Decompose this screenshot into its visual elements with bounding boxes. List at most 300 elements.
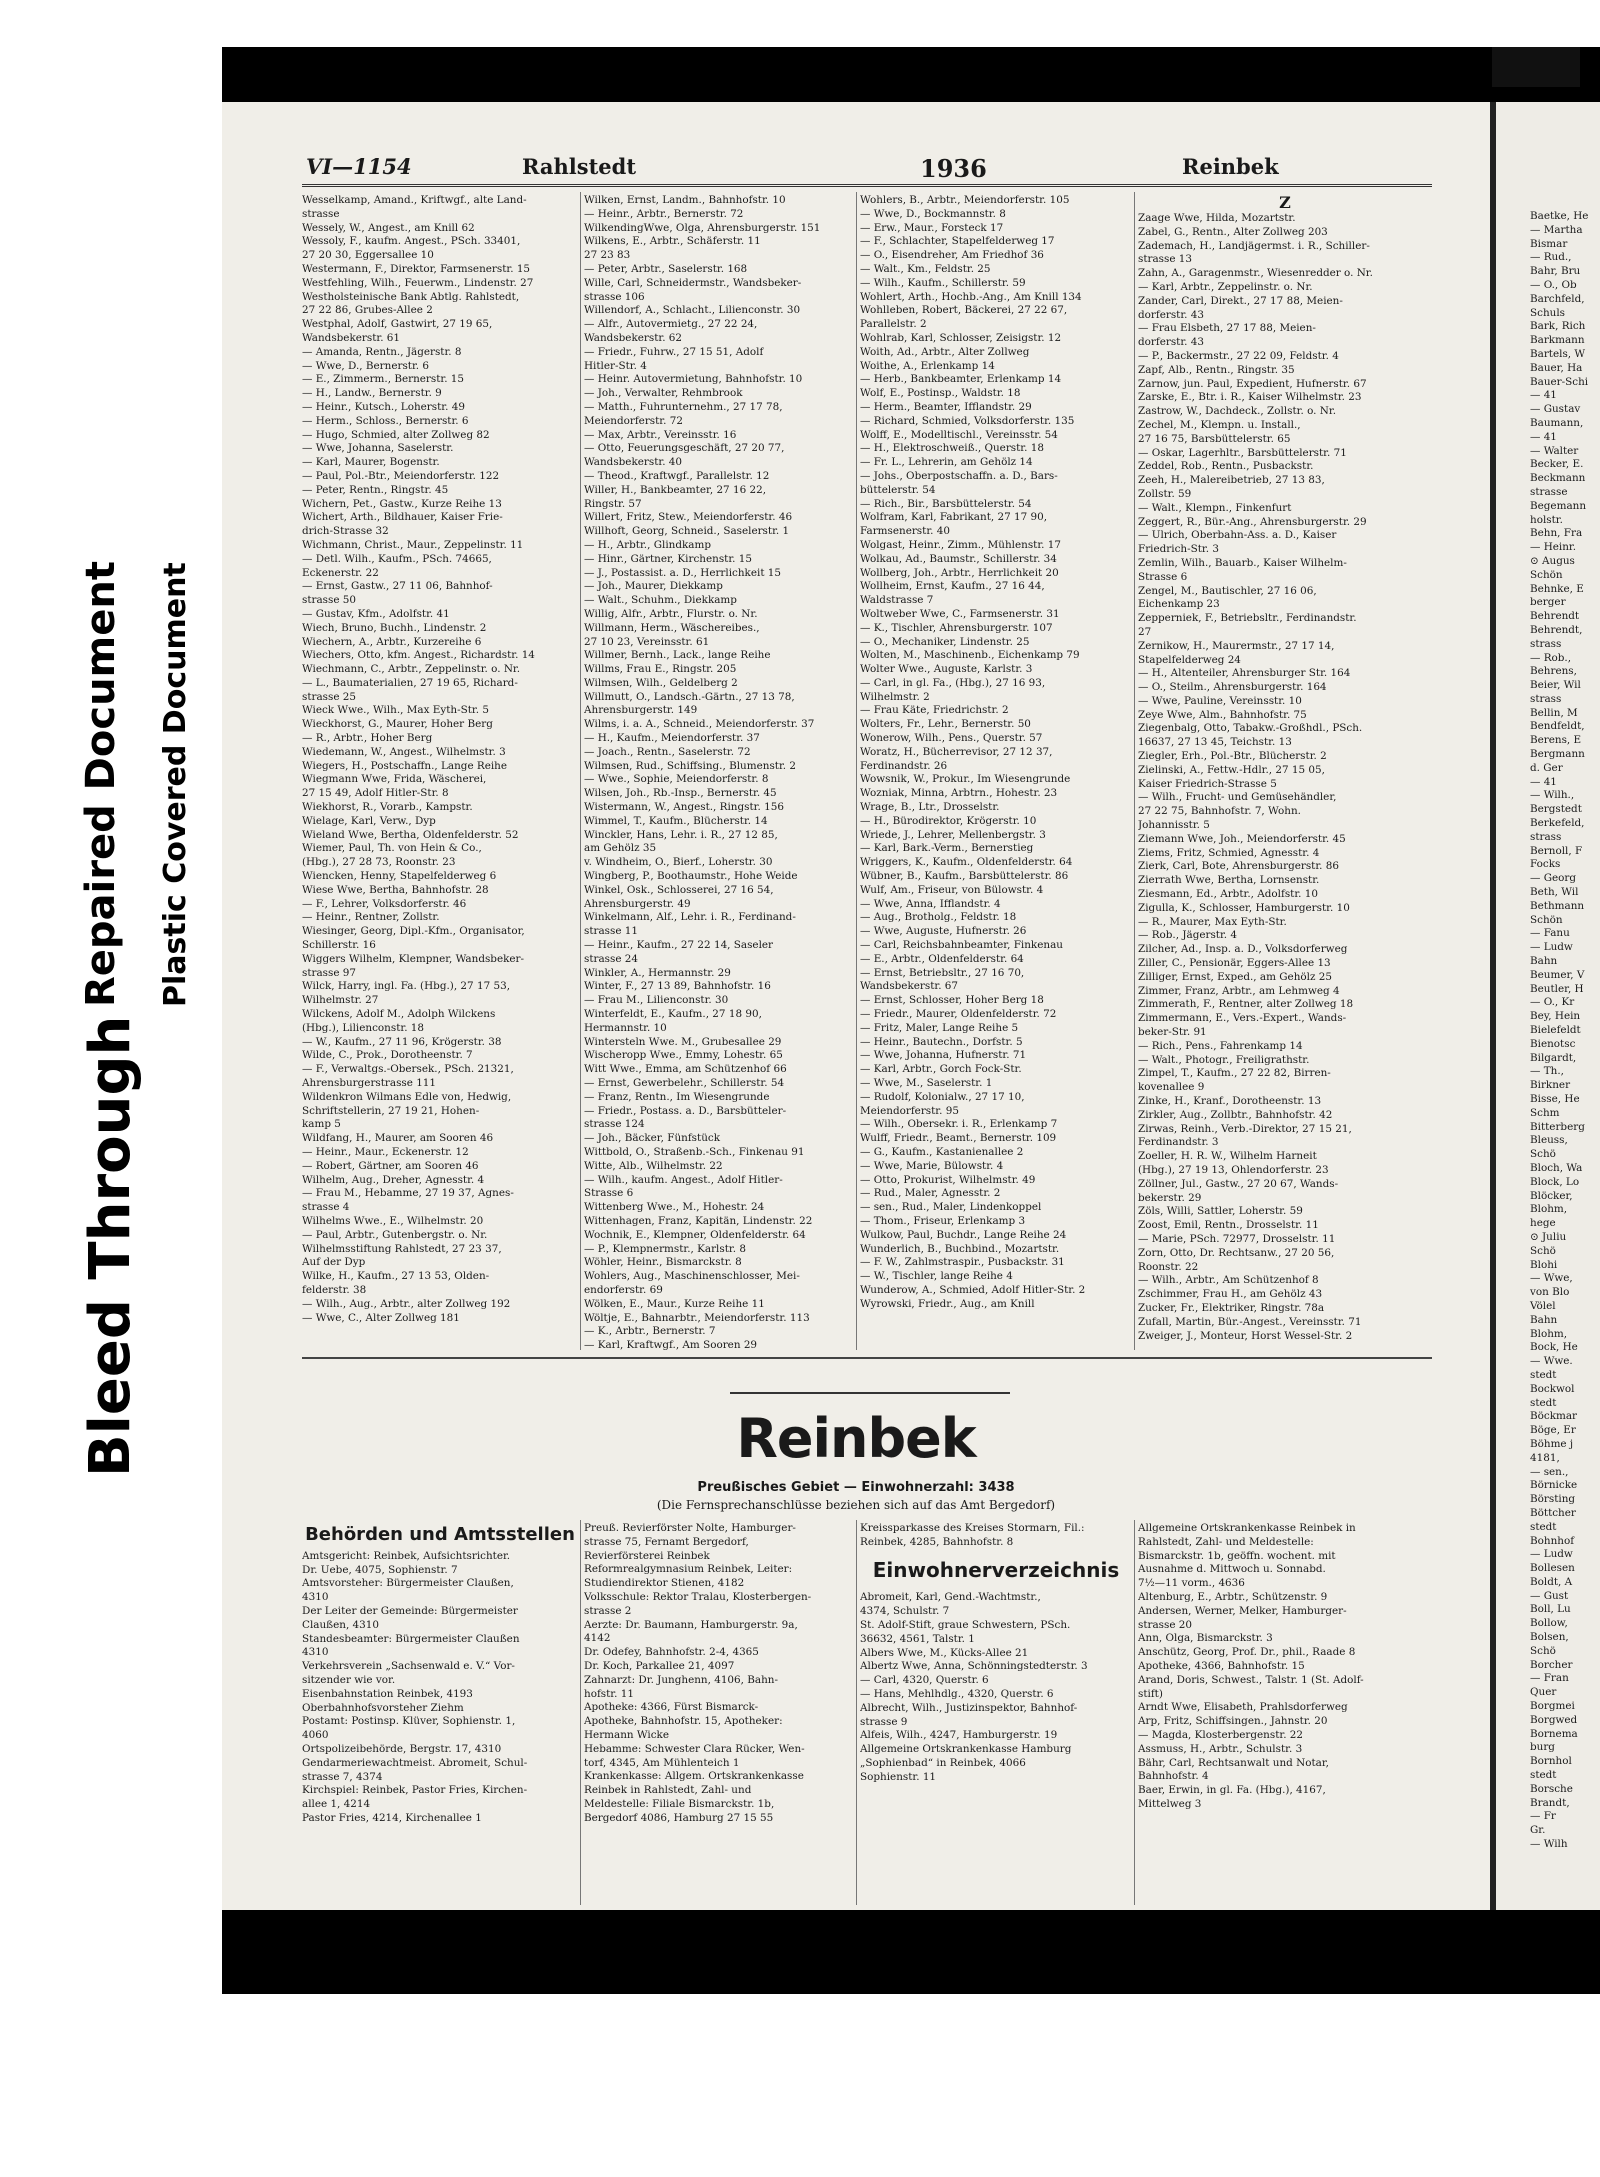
entry-line: berger <box>1530 596 1566 609</box>
entry-line: Wilken, Ernst, Landm., Bahnhofstr. 10 <box>584 194 786 206</box>
entry-line: Zimmermann, E., Vers.-Expert., Wands- <box>1138 1012 1347 1025</box>
entry-line: Zierk, Carl, Bote, Ahrensburgerstr. 86 <box>1138 860 1339 873</box>
entry-line: Verkehrsverein „Sachsenwald e. V.“ Vor- <box>302 1660 515 1673</box>
entry-line: Berens, E <box>1530 734 1582 747</box>
entry-line: Woithe, A., Erlenkamp 14 <box>860 359 995 372</box>
entry-line: 27 15 49, Adolf Hitler-Str. 8 <box>302 787 449 800</box>
entry-line: — Oskar, Lagerhltr., Barsbüttelerstr. 71 <box>1138 446 1347 459</box>
entry-line: Böckmar <box>1530 1410 1578 1423</box>
entry-line: Stapelfelderweg 24 <box>1138 653 1241 666</box>
entry-line: Zucker, Fr., Elektriker, Ringstr. 78a <box>1138 1301 1325 1314</box>
entry-line: Zaage Wwe, Hilda, Mozartstr. <box>1138 212 1296 224</box>
letter-heading: Z <box>1279 194 1291 212</box>
entry-line: strasse 124 <box>584 1118 645 1131</box>
entry-line: Wilkens, E., Arbtr., Schäferstr. 11 <box>584 235 761 248</box>
title-rule <box>730 1392 1010 1394</box>
directory-column-4 <box>1138 194 1432 1354</box>
entry-line: Boldt, A <box>1530 1575 1573 1588</box>
entry-line: (Hbg.), 27 19 13, Ohlendorferstr. 23 <box>1138 1163 1329 1176</box>
entry-line: Brandt, <box>1530 1796 1570 1809</box>
entry-line: strasse 2 <box>584 1604 632 1617</box>
entry-line: Wohlers, B., Arbtr., Meiendorferstr. 105 <box>860 194 1070 206</box>
entry-line: Wingberg, P., Boothaumstr., Hohe Weide <box>584 870 798 883</box>
entry-line: „Sophienbad“ in Reinbek, 4066 <box>860 1756 1026 1769</box>
entry-line: — O., Kr <box>1530 996 1575 1009</box>
entry-line: Bahnhofstr. 4 <box>1138 1770 1209 1783</box>
entry-line: Meiendorferstr. 72 <box>584 414 683 427</box>
entry-line: Wunderlich, B., Buchbind., Mozartstr. <box>860 1242 1060 1255</box>
entry-line: beker-Str. 91 <box>1138 1026 1207 1039</box>
entry-line: — Paul, Arbtr., Gutenbergstr. o. Nr. <box>302 1228 488 1241</box>
entry-line: Bendfeldt, <box>1530 720 1585 733</box>
entry-line: Schö <box>1530 1148 1556 1161</box>
entry-line: Bienotsc <box>1530 1037 1576 1050</box>
entry-line: — Matth., Fuhrunternehm., 27 17 78, <box>584 400 783 413</box>
entry-line: Birkner <box>1530 1079 1571 1092</box>
entry-line: — Gustav <box>1530 403 1581 416</box>
entry-line: Bergedorf 4086, Hamburg 27 15 55 <box>584 1811 774 1824</box>
entry-line: Wiedemann, W., Angest., Wilhelmstr. 3 <box>302 745 506 758</box>
entry-line: Zinke, H., Kranf., Dorotheenstr. 13 <box>1138 1095 1322 1107</box>
entry-line: dorferstr. 43 <box>1138 308 1204 321</box>
entry-line: Wichern, Pet., Gastw., Kurze Reihe 13 <box>302 497 502 510</box>
authorities-column-2 <box>584 1522 854 1907</box>
entry-line: Krankenkasse: Allgem. Ortskrankenkasse <box>584 1770 804 1783</box>
entry-line: dorferstr. 43 <box>1138 336 1204 349</box>
entry-line: — Wwe, D., Bernerstr. 6 <box>302 359 429 372</box>
entry-line: — Alfr., Autovermietg., 27 22 24, <box>584 318 758 331</box>
entry-line: WilkendingWwe, Olga, Ahrensburgerstr. 151 <box>584 221 821 234</box>
entry-line: Zimmerath, F., Rentner, alter Zollweg 18 <box>1138 998 1354 1011</box>
entry-line: büttelerstr. 54 <box>860 483 936 496</box>
entry-line: — Franz, Rentn., Im Wiesengrunde <box>584 1090 770 1103</box>
entry-line: Wohlrab, Karl, Schlosser, Zeisigstr. 12 <box>860 331 1062 344</box>
directory-page <box>222 102 1490 1910</box>
entry-line: Wolff, E., Modelltischl., Vereinsstr. 54 <box>860 428 1058 441</box>
entry-line: Andersen, Werner, Melker, Hamburger- <box>1138 1604 1347 1617</box>
entry-line: strasse 4 <box>302 1201 350 1214</box>
entry-line: Wilmsen, Rud., Schiffsing., Blumenstr. 2 <box>584 759 796 772</box>
entry-line: Westphal, Adolf, Gastwirt, 27 19 65, <box>302 318 493 331</box>
entry-line: von Blo <box>1530 1286 1570 1299</box>
entry-line: (Hbg.), 27 28 73, Roonstr. 23 <box>302 856 456 869</box>
entry-line: strasse 9 <box>860 1715 908 1728</box>
entry-line: Ziesmann, Ed., Arbtr., Adolfstr. 10 <box>1138 888 1318 901</box>
entry-line: Wilke, H., Kaufm., 27 13 53, Olden- <box>302 1270 490 1283</box>
entry-line: Hermann Wicke <box>584 1728 669 1741</box>
entry-line: — Wwe, Anna, Ifflandstr. 4 <box>860 897 1001 910</box>
entry-line: Zeeh, H., Malereibetrieb, 27 13 83, <box>1138 474 1325 487</box>
entry-line: Bark, Rich <box>1530 320 1586 333</box>
entry-line: Wilms, i. a. A., Schneid., Meiendorferstr. 37 <box>584 718 815 731</box>
entry-line: Wochnik, E., Klempner, Oldenfelderstr. 64 <box>584 1228 806 1241</box>
entry-line: — Fritz, Maler, Lange Reihe 5 <box>860 1021 1019 1034</box>
entry-line: — Carl, in gl. Fa., (Hbg.), 27 16 93, <box>860 676 1046 689</box>
entry-line: stedt <box>1530 1520 1557 1533</box>
entry-line: Ziemann Wwe, Joh., Meiendorferstr. 45 <box>1138 832 1346 845</box>
entry-line: Wulf, Am., Friseur, von Bülowstr. 4 <box>860 883 1044 896</box>
entry-line: Zufall, Martin, Bür.-Angest., Vereinsstr. 71 <box>1138 1315 1362 1328</box>
entry-line: strass <box>1530 692 1562 705</box>
entry-line: Wonerow, Wilh., Pens., Querstr. 57 <box>860 732 1043 745</box>
entry-line: Bellin, M <box>1530 706 1578 719</box>
entry-line: 4181, <box>1530 1451 1560 1464</box>
entry-line: Begemann <box>1530 499 1587 512</box>
entry-line: Gr. <box>1530 1824 1546 1837</box>
running-head-right: Reinbek <box>1182 154 1279 179</box>
entry-line: Bornema <box>1530 1727 1578 1740</box>
entry-line: — Karl, Maurer, Bogenstr. <box>302 456 440 469</box>
entry-line: hege <box>1530 1217 1556 1230</box>
entry-line: Zöls, Willi, Sattler, Loherstr. 59 <box>1138 1205 1303 1218</box>
entry-line: Schö <box>1530 1244 1556 1257</box>
entry-line: Zschimmer, Frau H., am Gehölz 43 <box>1138 1288 1323 1301</box>
entry-line: Wiemer, Paul, Th. von Hein & Co., <box>302 842 482 855</box>
entry-line: 4142 <box>584 1632 611 1645</box>
entry-line: Standesbeamter: Bürgermeister Claußen <box>302 1632 520 1645</box>
entry-line: Willmann, Herm., Wäschereibes., <box>584 621 760 634</box>
entry-line: — Gust <box>1530 1589 1569 1602</box>
entry-line: Bismar <box>1530 237 1568 250</box>
entry-line: Wilmsen, Wilh., Geldelberg 2 <box>584 676 738 689</box>
entry-line: Bohnhof <box>1530 1534 1575 1547</box>
entry-line: — Wwe, Johanna, Hufnerstr. 71 <box>860 1049 1027 1062</box>
entry-line: St. Adolf-Stift, graue Schwestern, PSch. <box>860 1618 1071 1631</box>
entry-line: Wiencken, Henny, Stapelfelderweg 6 <box>302 870 497 883</box>
entry-line: Wollheim, Ernst, Kaufm., 27 16 44, <box>860 580 1045 593</box>
entry-line: Zengel, M., Bautischler, 27 16 06, <box>1138 584 1317 597</box>
page-number: VI—1154 <box>306 154 412 179</box>
entry-line: Wolten, M., Maschinenb., Eichenkamp 79 <box>860 649 1080 662</box>
entry-line: Mittelweg 3 <box>1138 1797 1202 1810</box>
entry-line: Bethmann <box>1530 899 1585 912</box>
entry-line: Allgemeine Ortskrankenkasse Reinbek in <box>1138 1522 1356 1534</box>
entry-line: — K., Arbtr., Bernerstr. 7 <box>584 1325 716 1338</box>
entry-line: — O., Mechaniker, Lindenstr. 25 <box>860 635 1030 648</box>
entry-line: — Hans, Mehlhdlg., 4320, Querstr. 6 <box>860 1687 1054 1700</box>
entry-line: — Fran <box>1530 1672 1569 1685</box>
entry-line: — Heinr., Rentner, Zollstr. <box>302 911 440 924</box>
entry-line: Wilde, C., Prok., Dorotheenstr. 7 <box>302 1049 473 1062</box>
column-rule <box>1134 1520 1135 1905</box>
column-rule <box>580 1520 581 1905</box>
entry-line: Böhme j <box>1530 1437 1574 1450</box>
entry-line: Beth, Wil <box>1530 886 1579 899</box>
entry-line: Wesselkamp, Amand., Kriftwgf., alte Land- <box>302 194 527 206</box>
entry-line: — Friedr., Fuhrw., 27 15 51, Adolf <box>584 345 764 358</box>
entry-line: Wichert, Arth., Bildhauer, Kaiser Frie- <box>302 511 503 524</box>
entry-line: 27 10 23, Vereinsstr. 61 <box>584 635 710 648</box>
entry-line: — W., Tischler, lange Reihe 4 <box>860 1270 1013 1283</box>
entry-line: strasse <box>302 207 340 220</box>
entry-line: Wittenberg Wwe., M., Hohestr. 24 <box>584 1201 765 1214</box>
entry-line: Wilckens, Adolf M., Adolph Wilckens <box>302 1008 496 1021</box>
entry-line: Wolgast, Heinr., Zimm., Mühlenstr. 17 <box>860 538 1061 551</box>
entry-line: Ziems, Fritz, Schmied, Agnesstr. 4 <box>1138 846 1320 859</box>
left-margin <box>0 47 222 1994</box>
entry-line: ⊙ Juliu <box>1530 1230 1567 1243</box>
entry-line: — Heinr., Bautechn., Dorfstr. 5 <box>860 1035 1023 1048</box>
entry-line: — Aug., Brotholg., Feldstr. 18 <box>860 911 1017 924</box>
entry-line: Zilliger, Ernst, Exped., am Gehölz 25 <box>1138 970 1332 983</box>
entry-line: — Rob., Jägerstr. 4 <box>1138 929 1238 942</box>
entry-line: Zahnarzt: Dr. Junghenn, 4106, Bahn- <box>584 1673 778 1686</box>
entry-line: Beutler, H <box>1530 982 1584 995</box>
entry-line: Bisse, He <box>1530 1093 1580 1105</box>
entry-line: Winter, F., 27 13 89, Bahnhofstr. 16 <box>584 980 771 993</box>
entry-line: — Friedr., Postass. a. D., Barsbütteler- <box>584 1104 787 1117</box>
entry-line: — Herm., Beamter, Ifflandstr. 29 <box>860 400 1032 413</box>
entry-line: — G., Kaufm., Kastanienallee 2 <box>860 1145 1024 1158</box>
entry-line: Strasse 6 <box>584 1187 634 1200</box>
entry-line: Böge, Er <box>1530 1424 1576 1437</box>
entry-line: Volksschule: Rektor Tralau, Klosterbergen- <box>584 1590 812 1603</box>
entry-line: Westermann, F., Direktor, Farmsenerstr. 15 <box>302 262 531 275</box>
entry-line: Bergmann <box>1530 748 1585 761</box>
entry-line: — Peter, Rentn., Ringstr. 45 <box>302 483 449 496</box>
entry-line: — Walt., Photogr., Freiligrathstr. <box>1138 1053 1310 1066</box>
entry-line: — Th., <box>1530 1065 1564 1078</box>
entry-line: Altenburg, E., Arbtr., Schützenstr. 9 <box>1138 1590 1328 1603</box>
entry-line: Witt Wwe., Emma, am Schützenhof 66 <box>584 1063 787 1076</box>
entry-line: Ziegler, Erh., Pol.-Btr., Blücherstr. 2 <box>1138 750 1327 763</box>
entry-line: Westholsteinische Bank Abtlg. Rahlstedt, <box>302 290 520 303</box>
entry-line: — Rich., Bir., Barsbüttelerstr. 54 <box>860 497 1032 510</box>
entry-line: d. Ger <box>1530 761 1563 774</box>
entry-line: Bollow, <box>1530 1617 1568 1630</box>
entry-line: — Peter, Arbtr., Saselerstr. 168 <box>584 262 748 275</box>
entry-line: Arand, Doris, Schwest., Talstr. 1 (St. Adolf- <box>1138 1673 1364 1686</box>
page-header <box>302 154 1432 187</box>
entry-line: — Theod., Kraftwgf., Parallelstr. 12 <box>584 469 770 482</box>
entry-line: — Rudolf, Kolonialw., 27 17 10, <box>860 1090 1025 1103</box>
entry-line: sitzender wie vor. <box>302 1673 396 1686</box>
entry-line: Farmsenerstr. 40 <box>860 525 950 538</box>
entry-line: — Frau Käte, Friedrichstr. 2 <box>860 704 1009 717</box>
repaired-document-label: Repaired Document <box>78 561 124 1007</box>
entry-line: — L., Baumaterialien, 27 19 65, Richard- <box>302 676 518 689</box>
column-rule <box>856 1520 857 1905</box>
entry-line: — Walter <box>1530 444 1579 457</box>
entry-line: Wilck, Harry, ingl. Fa. (Hbg.), 27 17 53, <box>302 980 511 993</box>
entry-line: Wittbold, O., Straßenb.-Sch., Finkenau 91 <box>584 1145 805 1158</box>
entry-line: Wilhelmstr. 27 <box>302 994 379 1007</box>
authorities-heading: Behörden und Amtsstellen <box>305 1524 575 1545</box>
entry-line: Albers Wwe, M., Kücks-Allee 21 <box>860 1646 1029 1659</box>
entry-line: — Paul, Pol.-Btr., Meiendorferstr. 122 <box>302 469 500 482</box>
entry-line: strasse 106 <box>584 290 645 303</box>
entry-line: 4060 <box>302 1729 329 1742</box>
entry-line: Böttcher <box>1530 1506 1576 1519</box>
entry-line: Zirkler, Aug., Zollbtr., Bahnhofstr. 42 <box>1138 1108 1333 1121</box>
entry-line: — Wilh., Obersekr. i. R., Erlenkamp 7 <box>860 1118 1058 1131</box>
entry-line: Willig, Alfr., Arbtr., Flurstr. o. Nr. <box>584 607 758 620</box>
entry-line: — F. W., Zahlmstraspir., Pusbackstr. 31 <box>860 1256 1065 1269</box>
entry-line: Wilhelmstr. 2 <box>860 690 930 703</box>
entry-line: torf, 4345, Am Mühlenteich 1 <box>584 1756 740 1769</box>
entry-line: Winkel, Osk., Schlosserei, 27 16 54, <box>584 883 774 896</box>
entry-line: Bergstedt <box>1530 803 1582 816</box>
entry-line: Revierförsterei Reinbek <box>584 1549 710 1562</box>
entry-line: Zabel, G., Rentn., Alter Zollweg 203 <box>1138 225 1328 238</box>
entry-line: Allgemeine Ortskrankenkasse Hamburg <box>860 1743 1072 1756</box>
entry-line: Meiendorferstr. 95 <box>860 1104 959 1117</box>
entry-line: Bock, He <box>1530 1341 1578 1354</box>
entry-line: Blohm, <box>1530 1327 1568 1340</box>
entry-line: — Karl, Kraftwgf., Am Sooren 29 <box>584 1339 758 1352</box>
bleed-through-label: Bleed Through <box>78 1015 143 1477</box>
entry-line: Zoost, Emil, Rentn., Drosselstr. 11 <box>1138 1219 1319 1232</box>
entry-line: strasse 13 <box>1138 253 1193 266</box>
residents-heading: Einwohnerverzeichnis <box>872 1557 1120 1582</box>
entry-line: Wunderow, A., Schmied, Adolf Hitler-Str. 2 <box>860 1283 1086 1296</box>
entry-line: — Wwe, D., Bockmannstr. 8 <box>860 207 1006 220</box>
entry-line: Blöcker, <box>1530 1189 1573 1202</box>
entry-line: Wiegmann Wwe, Frida, Wäscherei, <box>302 773 487 786</box>
entry-line: Meldestelle: Filiale Bismarckstr. 1b, <box>584 1797 775 1810</box>
entry-line: Blohm, <box>1530 1203 1568 1216</box>
entry-line: Ferdinandstr. 26 <box>860 759 948 772</box>
entry-line: — P., Backermstr., 27 22 09, Feldstr. 4 <box>1138 349 1339 362</box>
entry-line: Winkelmann, Alf., Lehr. i. R., Ferdinand- <box>584 911 796 924</box>
entry-line: Bielefeldt <box>1530 1024 1581 1037</box>
entry-line: Assmuss, H., Arbtr., Schulstr. 3 <box>1138 1742 1303 1755</box>
entry-line: Wulkow, Paul, Buchdr., Lange Reihe 24 <box>860 1228 1067 1241</box>
entry-line: Schillerstr. 16 <box>302 939 376 952</box>
entry-line: — Wwe., Sophie, Meiendorferstr. 8 <box>584 773 769 786</box>
entry-line: Woltweber Wwe, C., Farmsenerstr. 31 <box>860 607 1060 620</box>
entry-line: — Joh., Maurer, Diekkamp <box>584 580 723 593</box>
entry-line: strasse 24 <box>584 952 639 965</box>
entry-line: burg <box>1530 1741 1555 1754</box>
entry-line: Reinbek in Rahlstedt, Zahl- und <box>584 1784 752 1797</box>
entry-line: stift) <box>1138 1687 1163 1700</box>
entry-line: am Gehölz 35 <box>584 842 657 855</box>
entry-line: — Hinr., Gärtner, Kirchenstr. 15 <box>584 552 752 565</box>
entry-line: — Wilh., Frucht- und Gemüsehändler, <box>1138 791 1337 804</box>
entry-line: Willmutt, O., Landsch.-Gärtn., 27 13 78, <box>584 690 795 703</box>
entry-line: Ahrensburgerstr. 49 <box>584 897 691 910</box>
entry-line: Witte, Alb., Wilhelmstr. 22 <box>584 1159 723 1172</box>
entry-line: — sen., Rud., Maler, Lindenkoppel <box>860 1201 1042 1214</box>
entry-line: Bornhol <box>1530 1755 1572 1768</box>
entry-line: Ahrensburgerstr. 149 <box>584 704 698 717</box>
entry-line: — Rich., Pens., Fahrenkamp 14 <box>1138 1039 1303 1052</box>
entry-line: 16637, 27 13 45, Teichstr. 13 <box>1138 736 1292 749</box>
entry-line: Bockwol <box>1530 1382 1575 1395</box>
entry-line: — H., Kaufm., Meiendorferstr. 37 <box>584 732 760 745</box>
entry-line: Zechel, M., Klempn. u. Install., <box>1138 418 1301 431</box>
entry-line: Dr. Uebe, 4075, Sophienstr. 7 <box>302 1563 458 1576</box>
entry-line: Willendorf, A., Schlacht., Lilienconstr. 30 <box>584 304 801 317</box>
entry-line: Schö <box>1530 1644 1556 1657</box>
scanner-corner <box>1492 47 1580 87</box>
entry-line: Westfehling, Wilh., Feuerwm., Lindenstr. 27 <box>302 276 534 289</box>
entry-line: Kaiser Friedrich-Strasse 5 <box>1138 777 1277 790</box>
entry-line: (Hbg.), Lilienconstr. 18 <box>302 1021 425 1034</box>
entry-line: Anschütz, Georg, Prof. Dr., phil., Raade 8 <box>1138 1646 1356 1659</box>
entry-line: Behrens, <box>1530 665 1577 678</box>
entry-line: Wandsbekerstr. 67 <box>860 980 959 993</box>
entry-line: Bleuss, <box>1530 1134 1568 1147</box>
entry-line: Wiesinger, Georg, Dipl.-Kfm., Organisator, <box>302 925 525 938</box>
entry-line: Wolkau, Ad., Baumstr., Schillerstr. 34 <box>860 552 1057 565</box>
entry-line: Zademach, H., Landjägermst. i. R., Schiller- <box>1138 239 1370 252</box>
entry-line: Wollberg, Joh., Arbtr., Herrlichkeit 20 <box>860 566 1059 579</box>
running-head-year: 1936 <box>920 154 987 183</box>
entry-line: Albrecht, Wilh., Justizinspektor, Bahnhof- <box>860 1701 1078 1714</box>
entry-line: Zarske, E., Btr. i. R., Kaiser Wilhelmstr. 23 <box>1138 391 1362 404</box>
entry-line: Wiechern, A., Arbtr., Kurzereihe 6 <box>302 635 482 648</box>
entry-line: — Wilh <box>1530 1838 1568 1851</box>
entry-line: strasse 97 <box>302 966 357 979</box>
entry-line: Bauer, Ha <box>1530 361 1583 374</box>
entry-line: — Fr <box>1530 1810 1556 1823</box>
entry-line: — Herb., Bankbeamter, Erlenkamp 14 <box>860 373 1062 386</box>
authorities-entries <box>302 1550 578 1826</box>
entry-line: Zorn, Otto, Dr. Rechtsanw., 27 20 56, <box>1138 1246 1335 1259</box>
entry-line: Wohlert, Arth., Hochb.-Ang., Am Knill 134 <box>860 290 1082 303</box>
entry-line: Woith, Ad., Arbtr., Alter Zollweg <box>860 345 1030 358</box>
entry-line: Arndt Wwe, Elisabeth, Prahlsdorferweg <box>1138 1701 1348 1714</box>
entry-line: Willms, Frau E., Ringstr. 205 <box>584 663 737 676</box>
entry-line: Wolfram, Karl, Fabrikant, 27 17 90, <box>860 511 1048 524</box>
entry-line: Dr. Koch, Parkallee 21, 4097 <box>584 1659 735 1672</box>
entry-line: Zeye Wwe, Alm., Bahnhofstr. 75 <box>1138 708 1307 721</box>
entry-line: Borsche <box>1530 1782 1573 1795</box>
entry-line: Wilhelm, Aug., Dreher, Agnesstr. 4 <box>302 1173 485 1186</box>
entry-line: Wieckhorst, G., Maurer, Hoher Berg <box>302 718 493 731</box>
entry-line: Börsting <box>1530 1493 1576 1506</box>
entry-line: Auf der Dyp <box>302 1256 366 1269</box>
entry-line: Wulff, Friedr., Beamt., Bernerstr. 109 <box>860 1132 1057 1145</box>
scan-background-top <box>0 0 1600 47</box>
entry-line: Bauer-Schi <box>1530 375 1589 388</box>
entry-line: — Karl, Arbtr., Gorch Fock-Str. <box>860 1063 1022 1076</box>
entry-line: Zweiger, J., Monteur, Horst Wessel-Str. 2 <box>1138 1329 1353 1342</box>
entry-line: — Wwe, C., Alter Zollweg 181 <box>302 1311 460 1324</box>
entry-line: — Heinr., Arbtr., Bernerstr. 72 <box>584 207 744 220</box>
entry-line: Reinbek, 4285, Bahnhofstr. 8 <box>860 1535 1014 1548</box>
entry-line: — Carl, 4320, Querstr. 6 <box>860 1674 989 1687</box>
entry-line: 36632, 4561, Talstr. 1 <box>860 1632 975 1645</box>
entry-line: Apotheke: 4366, Fürst Bismarck- <box>584 1701 759 1714</box>
entry-line: Sophienstr. 11 <box>860 1770 937 1783</box>
entry-line: — Wwe, Johanna, Saselerstr. <box>302 442 454 455</box>
entry-line: Bollesen <box>1530 1562 1575 1575</box>
entry-line: Wolter Wwe., Auguste, Karlstr. 3 <box>860 663 1033 676</box>
entry-line: Wolters, Fr., Lehr., Bernerstr. 50 <box>860 718 1031 731</box>
entry-line: — Heinr., Kutsch., Loherstr. 49 <box>302 400 465 413</box>
entry-line: — Ernst, Betriebsltr., 27 16 70, <box>860 966 1025 979</box>
entry-line: Beier, Wil <box>1530 679 1581 692</box>
entry-line: Wohlleben, Robert, Bäckerei, 27 22 67, <box>860 304 1068 317</box>
entry-line: — Ulrich, Oberbahn-Ass. a. D., Kaiser <box>1138 529 1337 542</box>
residents-column-2 <box>1138 1522 1432 1907</box>
entry-line: Wriede, J., Lehrer, Mellenbergstr. 3 <box>860 828 1046 841</box>
entry-line: — E., Arbtr., Oldenfelderstr. 64 <box>860 952 1024 965</box>
entry-line: — Richard, Schmied, Volksdorferstr. 135 <box>860 414 1075 427</box>
entry-line: Abromeit, Karl, Gend.-Wachtmstr., <box>860 1591 1041 1604</box>
entry-line: drich-Strasse 32 <box>302 525 389 538</box>
entry-line: — Ludw <box>1530 941 1573 954</box>
entry-line: — Wwe, Pauline, Vereinsstr. 10 <box>1138 694 1302 707</box>
entry-line: — Wilh., Kaufm., Schillerstr. 59 <box>860 276 1026 289</box>
entry-line: — H., Bürodirektor, Krögerstr. 10 <box>860 814 1037 827</box>
entry-line: Becker, E. <box>1530 458 1584 471</box>
entry-line: Behrendt, <box>1530 623 1583 636</box>
entry-line: Wieland Wwe, Bertha, Oldenfelderstr. 52 <box>302 828 519 841</box>
